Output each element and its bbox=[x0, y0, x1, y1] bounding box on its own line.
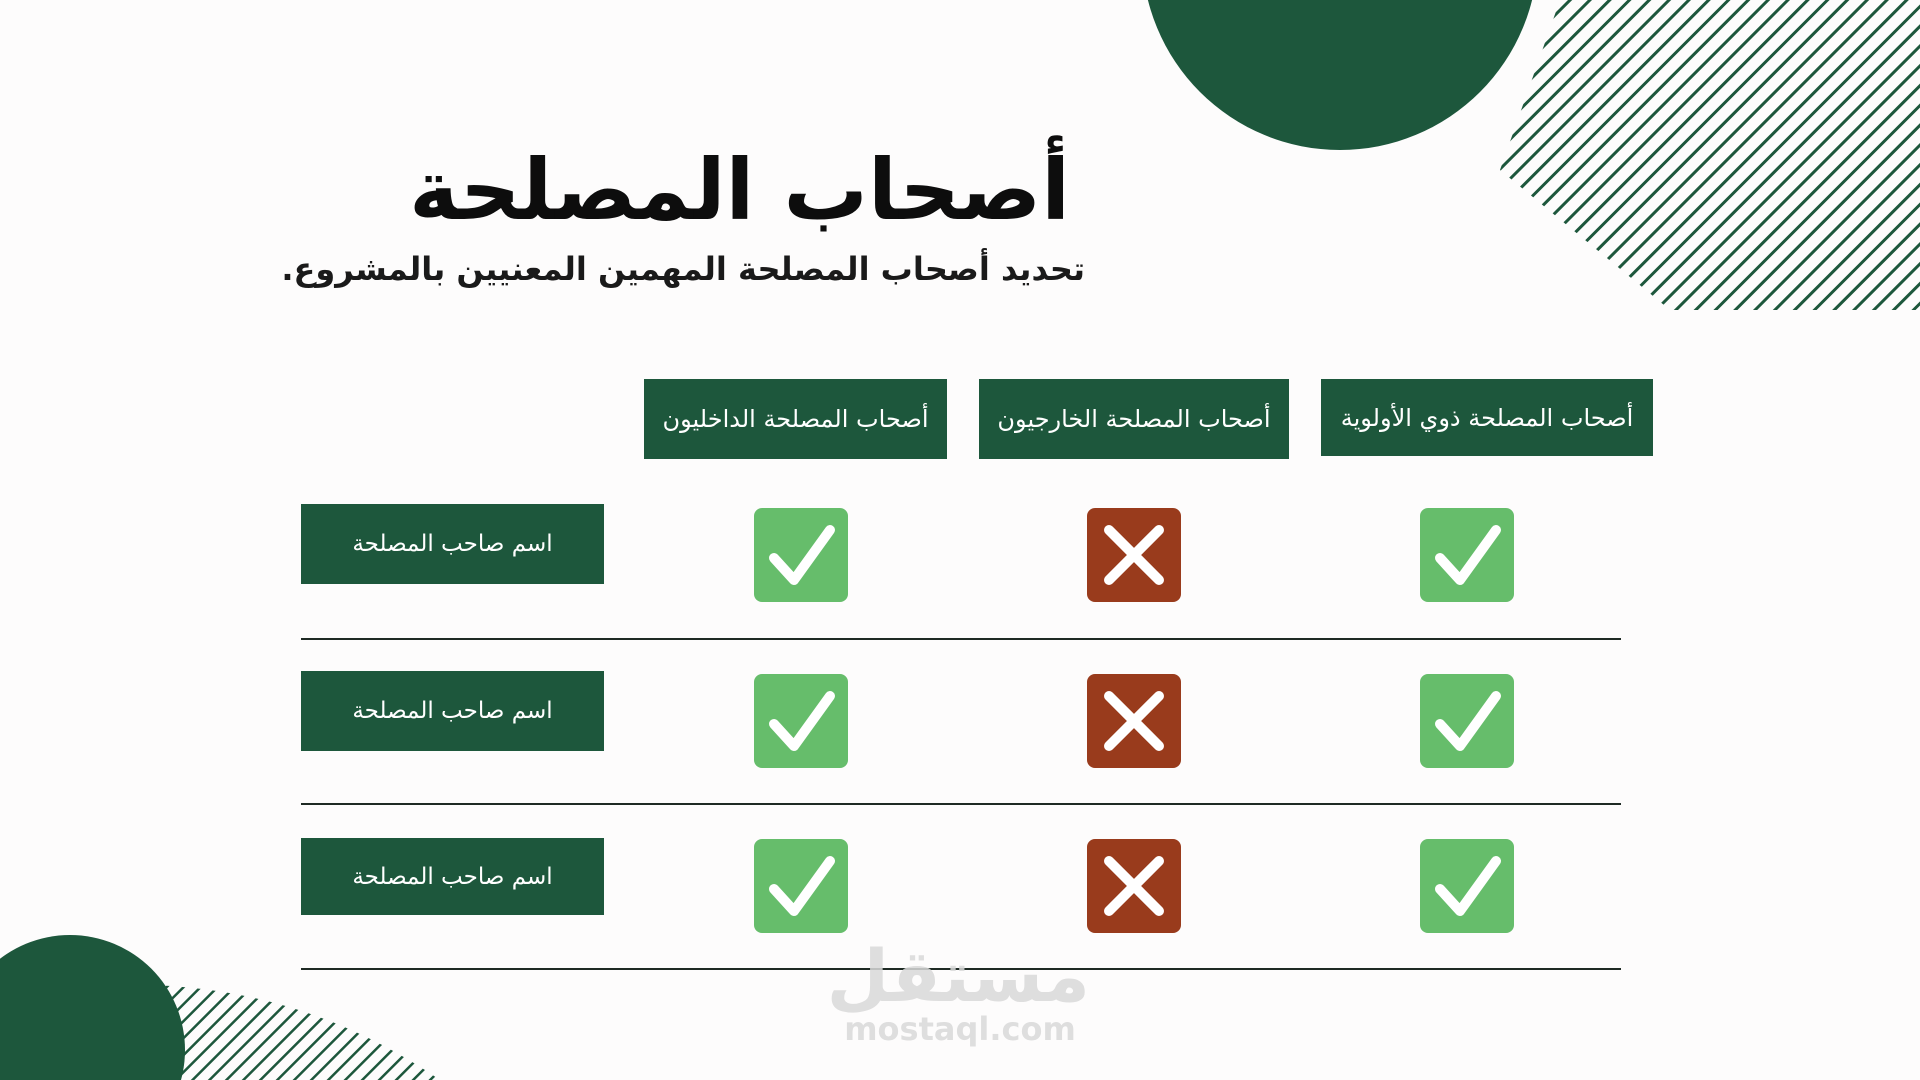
watermark-latin: mostaql.com bbox=[844, 1010, 1076, 1048]
decorative-stripes-bottom-left bbox=[150, 985, 450, 1080]
row-label-2: اسم صاحب المصلحة bbox=[301, 671, 604, 751]
check-icon bbox=[754, 508, 848, 602]
decorative-circle-top-right bbox=[1138, 0, 1542, 152]
decorative-circle-bottom-left bbox=[0, 935, 185, 1080]
column-header-external: أصحاب المصلحة الخارجيون bbox=[979, 379, 1289, 459]
watermark bbox=[826, 934, 1090, 1048]
row-divider bbox=[301, 638, 1621, 640]
row-label-3: اسم صاحب المصلحة bbox=[301, 838, 604, 915]
check-icon bbox=[1420, 839, 1514, 933]
row-divider bbox=[301, 803, 1621, 805]
column-header-priority: أصحاب المصلحة ذوي الأولوية bbox=[1321, 379, 1653, 456]
row-label-1: اسم صاحب المصلحة bbox=[301, 504, 604, 584]
watermark-arabic: مستقل bbox=[826, 934, 1090, 1018]
slide-subtitle: تحديد أصحاب المصلحة المهمين المعنيين بالمشروع. bbox=[281, 250, 1085, 288]
cross-icon bbox=[1087, 674, 1181, 768]
column-header-internal: أصحاب المصلحة الداخليون bbox=[644, 379, 947, 459]
check-icon bbox=[754, 674, 848, 768]
check-icon bbox=[754, 839, 848, 933]
cross-icon bbox=[1087, 508, 1181, 602]
check-icon bbox=[1420, 508, 1514, 602]
cross-icon bbox=[1087, 839, 1181, 933]
slide-title: أصحاب المصلحة bbox=[409, 141, 1070, 239]
check-icon bbox=[1420, 674, 1514, 768]
